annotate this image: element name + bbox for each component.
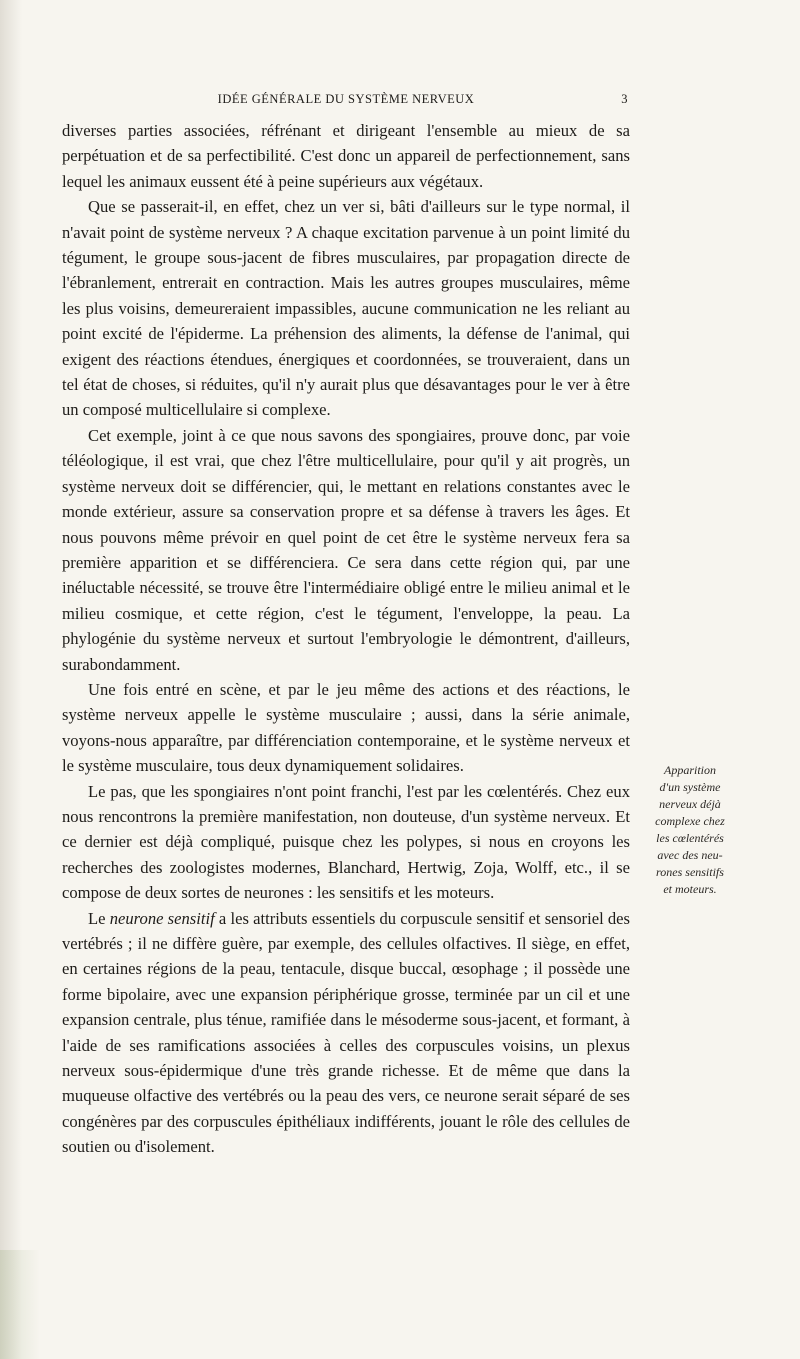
page-stain xyxy=(0,1250,40,1359)
body-text xyxy=(62,118,630,1160)
margin-note-line: nerveux déjà xyxy=(659,797,721,811)
margin-note-line: et moteurs. xyxy=(663,882,717,896)
page-number: 3 xyxy=(621,92,628,106)
margin-note-line: avec des neu- xyxy=(657,848,723,862)
paragraph: diverses parties associées, réfrénant et dirigeant l'ensemble au mieux de sa perpétuation et de sa perfectibilité. C'est donc un appareil de perfectionnement, sans lequel les animaux eussent été à peine supérieurs aux végétaux. xyxy=(62,121,630,191)
margin-note-line: les cœlentérés xyxy=(656,831,724,845)
margin-note-line: Apparition xyxy=(663,763,716,777)
margin-note xyxy=(638,762,742,898)
paragraph: Cet exemple, joint à ce que nous savons des spongiaires, prouve donc, par voie téléologique, il est vrai, que chez l'être multicellulaire, pour qu'il y ait progrès, un système nerveux doit se différencier, qui, le mettant en relations constantes avec le monde extérieur, assure sa conservation propre et sa défense à travers les âges. Et nous pouvons même prévoir en quel point de cet être le système nerveux fera sa première apparition et se différenciera. Ce sera dans cette région qui, par une inéluctable nécessité, se trouve être l'intermédiaire obligé entre le milieu animal et le milieu cosmique, et cette région, c'est le tégument, l'enveloppe, la peau. La phylogénie du système nerveux et surtout l'embryologie le démontrent, d'ailleurs, surabondamment. xyxy=(62,425,630,674)
gutter-shadow xyxy=(0,0,22,1359)
paragraph: Que se passerait-il, en effet, chez un ver si, bâti d'ailleurs sur le type normal, il n'avait point de système nerveux ? A chaque excitation parvenue à un point limité du tégument, le groupe sous-jacent de fibres musculaires, par propagation directe de l'ébranlement, entrerait en contraction. Mais les autres groupes musculaires, même les plus voisins, demeureraient impassibles, aucune communication ne les reliant au point excité de l'épiderme. La préhension des aliments, la défense de l'animal, qui exigent des réactions étendues, énergiques et coordonnées, se trouveraient, dans un tel état de choses, si réduites, qu'il n'y aurait plus que désavantages pour le ver à être un composé multicellulaire si complexe. xyxy=(62,197,630,420)
emphasis-term: neurone sensitif xyxy=(109,908,215,928)
margin-note-line: rones sensitifs xyxy=(656,865,724,879)
paragraph: Une fois entré en scène, et par le jeu même des actions et des réactions, le système nerveux appelle le système musculaire ; aussi, dans la série animale, voyons-nous apparaître, par différenciation contemporaine, et le système nerveux et le système musculaire, tous deux dynamiquement solidaires. xyxy=(62,679,630,776)
margin-note-line: complexe chez xyxy=(655,814,725,828)
paragraph: Le pas, que les spongiaires n'ont point franchi, l'est par les cœlentérés. Chez eux nous rencontrons la première manifestation, non douteuse, d'un système nerveux. Et ce dernier est déjà compliqué, puisque chez les polypes, si nous en croyons les recherches des zoologistes modernes, Blanchard, Hertwig, Zoja, Wolff, etc., il se compose de deux sortes de neurones : les sensitifs et les moteurs. xyxy=(62,781,630,903)
margin-note-line: d'un système xyxy=(659,780,721,794)
paragraph xyxy=(62,906,630,1160)
running-header xyxy=(64,92,628,112)
paragraph-text: Le xyxy=(88,908,110,928)
running-title: IDÉE GÉNÉRALE DU SYSTÈME NERVEUX xyxy=(217,92,475,106)
paragraph-text: a les attributs essentiels du corpuscule sensitif et sensoriel des vertébrés ; il ne diffère guère, par exemple, des cellules olfactives. Il siège, en effet, en certaines régions de la peau, tentacule, disque buccal, œsophage ; il possède une forme bipolaire, avec une expansion périphérique grosse, terminée par un cil et une expansion centrale, plus ténue, ramifiée dans le mésoderme sous-jacent, et formant, à l'aide de ses ramifications associées à celles des corpuscules voisins, un plexus nerveux sous-épidermique d'une très grande richesse. Et de même que dans la muqueuse olfactive des vertébrés ou la peau des vers, ce neurone serait séparé de ses congénères par des corpuscules épithéliaux indifférents, jouant le rôle des cellules de soutien ou d'isolement. xyxy=(62,908,630,1157)
